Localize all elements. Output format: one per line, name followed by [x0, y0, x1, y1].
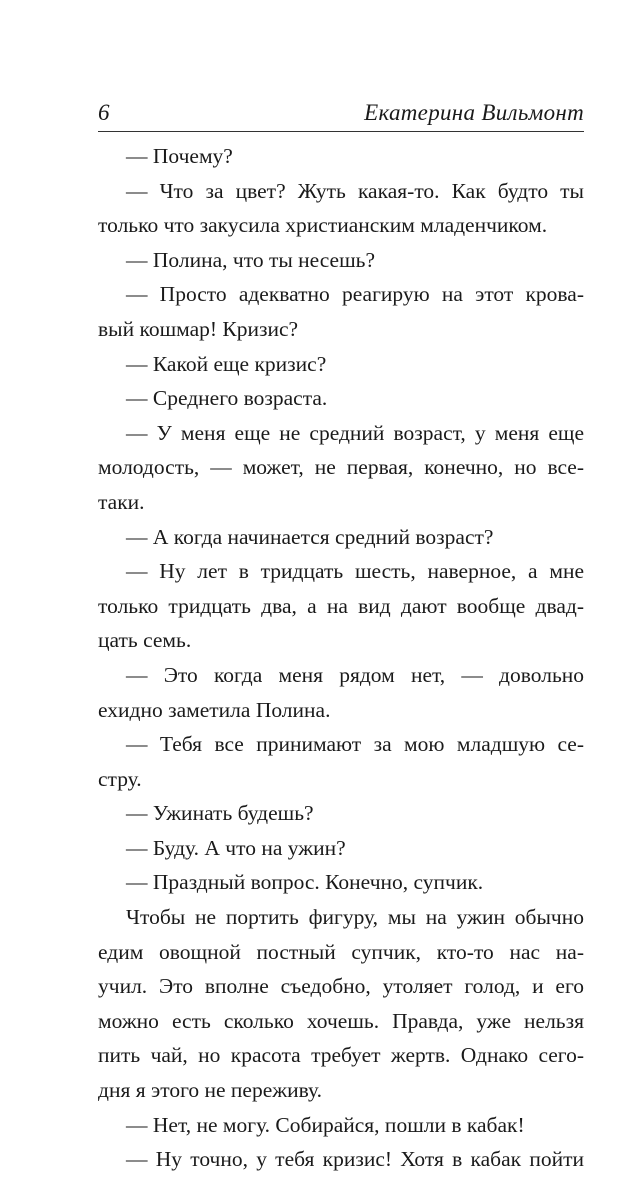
text-line: пить чай, но красота требует жертв. Однако сего-: [98, 1043, 584, 1068]
text-line: — Нет, не могу. Собирайся, пошли в кабак!: [126, 1112, 525, 1137]
page-header: [98, 98, 584, 132]
text-line: — Почему?: [126, 144, 233, 168]
text-line: — Это когда меня рядом нет, — довольно: [126, 662, 584, 687]
text-line: только что закусила христианским младенчиком.: [98, 213, 548, 238]
text-line: — Полина, что ты несешь?: [126, 247, 376, 272]
text-line: едим овощной постный супчик, кто-то нас на-: [98, 939, 584, 964]
text-line: — Ужинать будешь?: [126, 801, 314, 826]
text-line: ехидно заметила Полина.: [98, 697, 331, 722]
text-line: — Среднего возраста.: [126, 386, 328, 411]
text-line: — А когда начинается средний возраст?: [126, 524, 494, 549]
text-line: — Что за цвет? Жуть какая-то. Как будто ты: [126, 178, 584, 203]
text-line: — Праздный вопрос. Конечно, супчик.: [126, 870, 484, 895]
text-line: можно есть сколько хочешь. Правда, уже нельзя: [98, 1008, 584, 1033]
text-line: цать семь.: [98, 628, 192, 653]
text-line: только тридцать два, а на вид дают вообще двад-: [98, 593, 584, 618]
text-line: — У меня еще не средний возраст, у меня еще: [126, 420, 584, 445]
text-line: — Какой еще кризис?: [126, 351, 327, 376]
page-number: 6: [98, 100, 110, 125]
text-line: стру.: [98, 766, 142, 791]
text-line: — Буду. А что на ужин?: [126, 835, 346, 860]
text-line: таки.: [98, 489, 145, 514]
text-line: — Просто адекватно реагирую на этот крова-: [126, 282, 584, 307]
text-line: вый кошмар! Кризис?: [98, 316, 299, 341]
text-line: дня я этого не переживу.: [98, 1078, 322, 1103]
text-line: — Ну точно, у тебя кризис! Хотя в кабак пойти: [126, 1147, 584, 1172]
body-text: [98, 139, 584, 1177]
text-line: учил. Это вполне съедобно, утоляет голод, и его: [98, 974, 584, 999]
running-head: Екатерина Вильмонт: [364, 100, 584, 125]
header-rule: [98, 131, 584, 132]
text-line: Чтобы не портить фигуру, мы на ужин обычно: [126, 905, 584, 930]
text-line: — Ну лет в тридцать шесть, наверное, а мне: [126, 559, 584, 584]
text-line: молодость, — может, не первая, конечно, но все-: [98, 455, 584, 480]
text-line: — Тебя все принимают за мою младшую се-: [126, 732, 584, 757]
